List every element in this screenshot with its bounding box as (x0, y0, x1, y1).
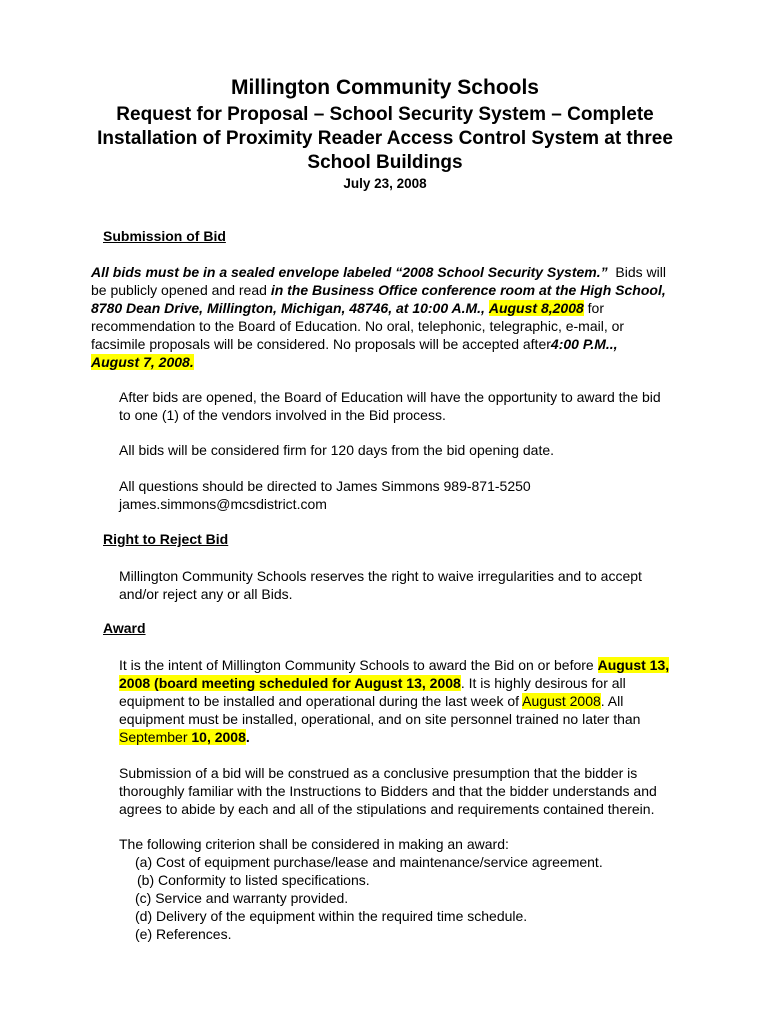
submission-line4: recommendation to the Board of Education. No oral, telephonic, telegraphic, e-mail, or (91, 318, 625, 334)
submission-line6 (91, 353, 194, 371)
sealed-envelope-text: All bids must be in a sealed envelope labeled “2008 School Security System.” (91, 264, 608, 280)
reject-line2: and/or reject any or all Bids. (119, 586, 293, 602)
opening-date-highlight: August 8,2008 (488, 300, 584, 316)
presumption-line3: agrees to abide by each and all of the stipulations and requirements contained therein. (119, 801, 655, 817)
criteria-item: (d) Delivery of the equipment within the required time schedule. (135, 908, 528, 924)
award-line5-end: . (245, 729, 250, 745)
deadline-date-highlight: August 7, 2008. (91, 354, 194, 370)
submission-line1-rest: Bids will (615, 264, 666, 280)
criteria-intro: The following criterion shall be considered in making an award: (119, 836, 509, 852)
rfp-title-line1: Request for Proposal – School Security System – Complete (116, 104, 654, 125)
submission-line2 (91, 281, 666, 299)
award-line1 (119, 656, 669, 674)
address-text: 8780 Dean Drive, Millington, Michigan, 48746, at 10:00 A.M., (91, 300, 485, 316)
presumption-line2: thoroughly familiar with the Instructions to Bidders and that the bidder understands and (119, 783, 657, 799)
board-meeting-highlight: 2008 (board meeting scheduled for August 13, 2008 (119, 675, 461, 691)
submission-line2-plain: be publicly opened and read (91, 282, 271, 298)
submission-line3 (91, 299, 604, 317)
criteria-item: (a) Cost of equipment purchase/lease and maintenance/service agreement. (135, 854, 603, 870)
reject-line1: Millington Community Schools reserves the right to waive irregularities and to accept (119, 568, 642, 584)
award-line3-plain: equipment to be installed and operational during the last week of (119, 693, 523, 709)
rfp-title-line3: School Buildings (307, 152, 463, 173)
rfp-title-line2: Installation of Proximity Reader Access Control System at three (97, 128, 673, 149)
award-heading: Award (103, 620, 146, 636)
award-line3 (119, 692, 623, 710)
org-title: Millington Community Schools (231, 76, 539, 99)
criteria-item: (e) References. (135, 926, 232, 942)
reject-heading: Right to Reject Bid (103, 531, 229, 547)
document-date: July 23, 2008 (343, 176, 427, 191)
presumption-line1: Submission of a bid will be construed as a conclusive presumption that the bidder is (119, 765, 638, 781)
award-line3-rest: . All (600, 693, 624, 709)
submission-line3-rest: for (587, 300, 605, 316)
training-month-highlight: September (119, 729, 192, 745)
deadline-time: 4:00 P.M.., (550, 336, 618, 352)
training-date-highlight: 10, 2008 (191, 729, 246, 745)
award-line5 (119, 728, 250, 746)
criteria-item: (c) Service and warranty provided. (135, 890, 349, 906)
criteria-item: (b) Conformity to listed specifications. (137, 872, 370, 888)
opportunity-line1: After bids are opened, the Board of Education will have the opportunity to award the bid (119, 389, 661, 405)
submission-heading: Submission of Bid (103, 228, 226, 244)
contact-email: james.simmons@mcsdistrict.com (119, 496, 327, 512)
award-line2 (119, 674, 626, 692)
submission-line1 (91, 263, 666, 281)
install-month-highlight: August 2008 (522, 693, 601, 709)
location-text: in the Business Office conference room at the High School, (270, 282, 666, 298)
submission-line5 (91, 335, 618, 353)
award-line2-rest: . It is highly desirous for all (460, 675, 626, 691)
submission-line5-plain: facsimile proposals will be considered. No proposals will be accepted after (91, 336, 551, 352)
award-line4: equipment must be installed, operational, and on site personnel trained no later than (119, 711, 641, 727)
firm-days-text: All bids will be considered firm for 120 days from the bid opening date. (119, 442, 555, 458)
questions-contact: All questions should be directed to James Simmons 989-871-5250 (119, 478, 531, 494)
award-line1-plain: It is the intent of Millington Community Schools to award the Bid on or before (119, 657, 598, 673)
award-date-highlight: August 13, (597, 657, 670, 673)
opportunity-line2: to one (1) of the vendors involved in the Bid process. (119, 407, 446, 423)
